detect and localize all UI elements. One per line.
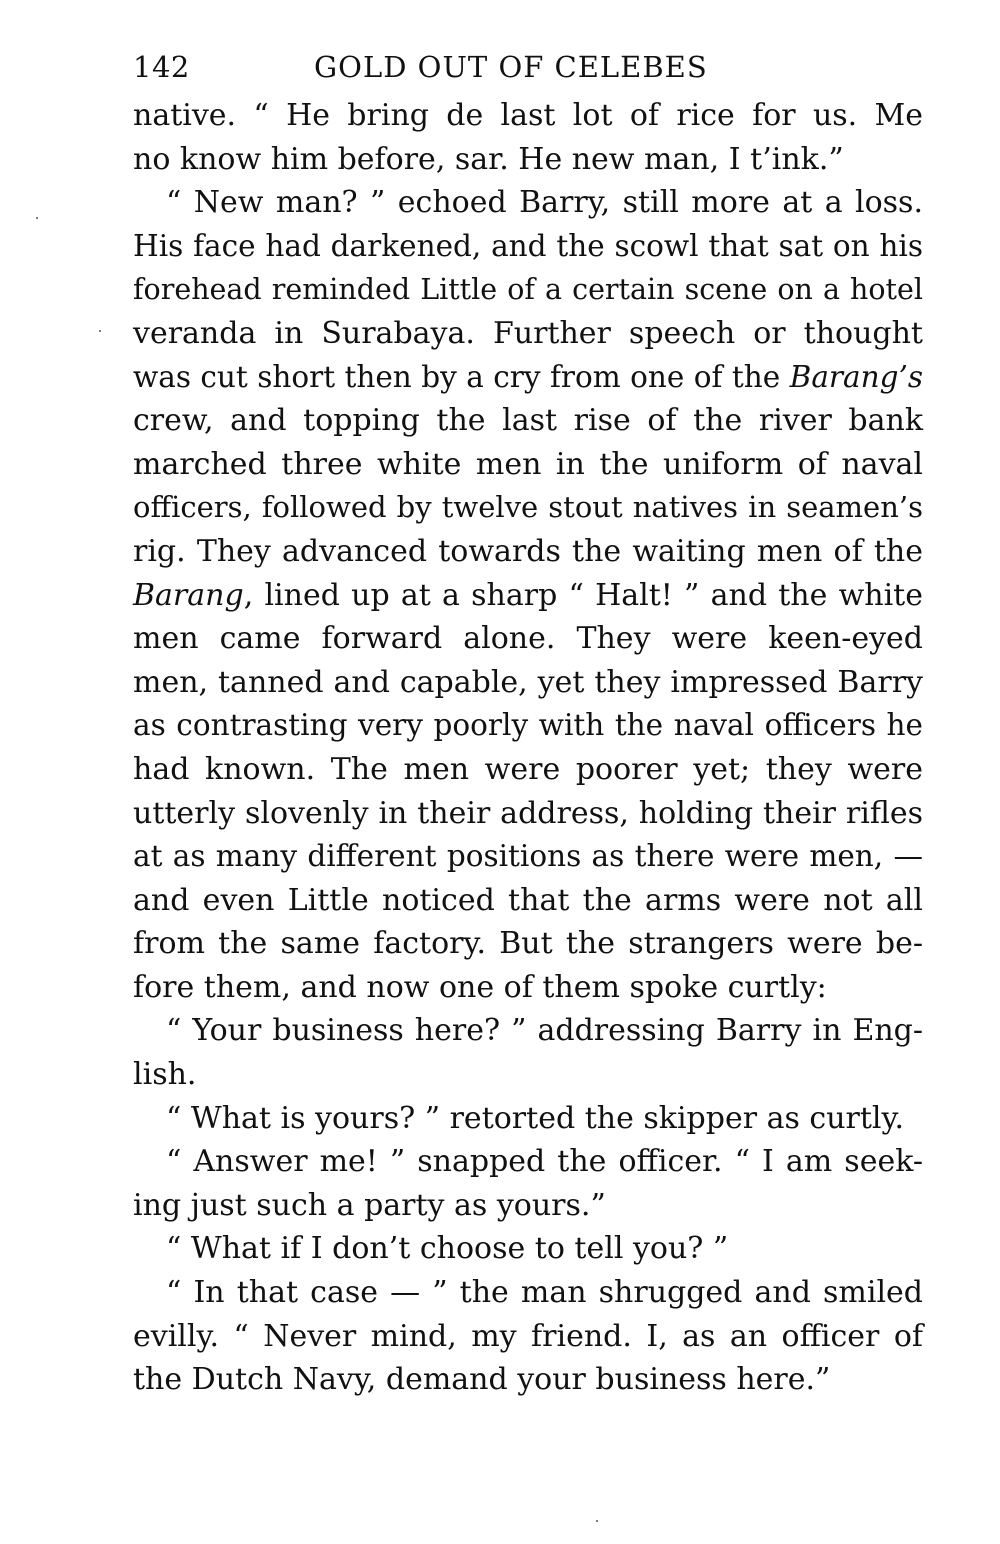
text-line: “ Your business here? ” addressing Barry in Eng- — [166, 1013, 923, 1049]
book-title: GOLD OUT OF CELEBES — [314, 50, 708, 84]
text-line: “ New man? ” echoed Barry, still more at a loss. — [166, 185, 923, 221]
text-line: at as many different positions as there were men, — — [133, 839, 923, 874]
text-line: “ In that case — ” the man shrugged and smiled — [166, 1275, 923, 1311]
scan-speck — [36, 217, 38, 219]
text-line: the Dutch Navy, demand your business here.” — [133, 1362, 831, 1398]
text-line: evilly. “ Never mind, my friend. I, as an officer of — [133, 1318, 923, 1354]
text-line: veranda in Surabaya. Further speech or thought — [133, 315, 923, 351]
page-number: 142 — [133, 50, 190, 84]
text-line: had known. The men were poorer yet; they were — [133, 751, 923, 787]
text-line: forehead reminded Little of a certain scene on a hotel — [133, 273, 923, 307]
text-line: rig. They advanced towards the waiting men of the — [133, 533, 923, 569]
text-line: was cut short then by a cry from one of the Barang’s — [133, 359, 923, 394]
text-line: ing just such a party as yours.” — [133, 1187, 606, 1223]
text-line: no know him before, sar. He new man, I t’ink.” — [133, 141, 844, 177]
text-line: and even Little noticed that the arms were not all — [133, 882, 923, 918]
text-line: lish. — [133, 1057, 197, 1093]
text-line: “ Answer me! ” snapped the officer. “ I am seek- — [166, 1144, 923, 1180]
book-page — [133, 50, 923, 1402]
text-line: His face had darkened, and the scowl that sat on his — [133, 228, 923, 263]
text-line: officers, followed by twelve stout natives in seamen’s — [133, 490, 923, 525]
text-line: crew, and topping the last rise of the river bank — [133, 403, 923, 439]
text-line: “ What is yours? ” retorted the skipper as curtly. — [166, 1100, 905, 1136]
scan-speck — [596, 1520, 598, 1522]
body-text — [133, 94, 923, 1402]
text-line: men, tanned and capable, yet they impressed Barry — [133, 664, 923, 700]
text-line: native. “ He bring de last lot of rice for us. Me — [133, 98, 923, 133]
text-line: fore them, and now one of them spoke curtly: — [133, 969, 827, 1005]
text-line: as contrasting very poorly with the naval officers he — [133, 708, 923, 743]
text-line: from the same factory. But the strangers were be- — [133, 926, 923, 962]
text-line: Barang, lined up at a sharp “ Halt! ” and the white — [133, 577, 923, 613]
running-head — [133, 50, 923, 94]
text-line: men came forward alone. They were keen-eyed — [133, 621, 923, 657]
text-line: “ What if I don’t choose to tell you? ” — [166, 1231, 729, 1267]
text-line: marched three white men in the uniform of naval — [133, 446, 923, 482]
scan-speck — [99, 330, 101, 332]
text-line: utterly slovenly in their address, holding their rifles — [133, 795, 923, 831]
